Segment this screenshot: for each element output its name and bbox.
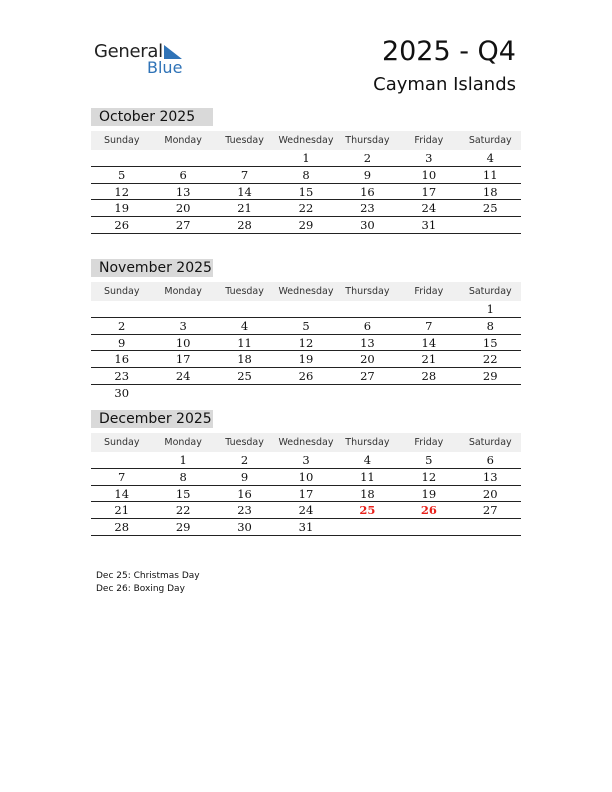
day-cell: 14: [421, 335, 437, 350]
weekday-header: Wednesday: [278, 135, 334, 146]
day-cell: 28: [237, 218, 252, 233]
day-cell: 6: [179, 167, 187, 182]
day-cell: 2: [240, 453, 249, 467]
day-cell: 11: [360, 469, 375, 484]
day-cell: 27: [360, 369, 375, 384]
day-cell: 16: [114, 352, 130, 367]
day-cell: 9: [240, 469, 249, 484]
day-cell: 23: [360, 201, 375, 216]
day-cell: [214, 301, 275, 317]
weekday-header-row: [91, 433, 521, 452]
month-block: [91, 108, 521, 234]
week-row: [91, 301, 521, 318]
day-cell: 26: [420, 503, 437, 518]
day-cell: 8: [302, 167, 310, 182]
week-row: [91, 486, 521, 503]
day-cell: 9: [363, 167, 372, 182]
weekday-header: Monday: [164, 286, 202, 297]
week-row: [91, 452, 521, 469]
day-cell: 11: [482, 167, 498, 182]
page-title: 2025 - Q4: [381, 36, 516, 67]
day-cell: 19: [298, 352, 314, 367]
day-cell: [91, 301, 152, 317]
weekday-header: Monday: [164, 437, 202, 448]
day-cell: 5: [425, 453, 433, 467]
weekday-header: Friday: [414, 437, 444, 448]
day-cell: 15: [175, 486, 191, 501]
weekday-header: Friday: [414, 135, 444, 146]
week-row: [91, 318, 521, 335]
month-block: [91, 259, 521, 402]
day-cell: 6: [363, 318, 372, 333]
weekday-header: Thursday: [345, 286, 390, 297]
day-cell: [91, 452, 152, 468]
day-cell: 19: [421, 486, 437, 501]
day-cell: 4: [363, 453, 372, 467]
day-cell: [275, 301, 336, 317]
day-cell: [214, 385, 275, 402]
day-cell: 20: [175, 201, 191, 216]
day-cell: 21: [114, 503, 130, 518]
weekday-header: Friday: [414, 286, 444, 297]
day-cell: [337, 301, 398, 317]
day-cell: 16: [237, 486, 252, 501]
logo-general-text: General: [94, 41, 163, 62]
weekday-header: Saturday: [468, 135, 512, 146]
day-cell: 30: [237, 520, 252, 535]
week-row: [91, 200, 521, 217]
weekday-header: Sunday: [103, 135, 140, 146]
weekday-header-row: [91, 131, 521, 150]
day-cell: 5: [302, 318, 310, 333]
week-row: [91, 469, 521, 486]
day-cell: 20: [482, 486, 498, 501]
week-row: [91, 351, 521, 368]
country-name: Cayman Islands: [373, 74, 516, 95]
day-cell: [275, 385, 336, 402]
day-cell: 14: [114, 486, 130, 501]
day-cell: 10: [421, 167, 437, 182]
day-cell: 30: [360, 218, 375, 233]
day-cell: [398, 301, 459, 317]
day-cell: [460, 217, 521, 233]
day-cell: 21: [237, 201, 252, 216]
day-cell: 2: [118, 318, 126, 333]
day-cell: 11: [237, 335, 252, 350]
day-cell: 21: [421, 352, 437, 367]
day-cell: 25: [237, 369, 252, 384]
week-row: [91, 519, 521, 536]
day-cell: 28: [421, 369, 437, 384]
week-row: [91, 502, 521, 519]
day-cell: 9: [118, 335, 126, 350]
day-cell: 31: [421, 218, 437, 233]
day-cell: 18: [482, 184, 498, 199]
weekday-header: Tuesday: [225, 286, 264, 297]
day-cell: 22: [175, 503, 191, 518]
day-cell: 27: [482, 503, 498, 518]
day-cell: 1: [179, 453, 187, 467]
day-cell: 23: [237, 503, 252, 518]
day-cell: 24: [421, 201, 437, 216]
weekday-header: Sunday: [103, 286, 140, 297]
day-cell: 30: [114, 385, 130, 400]
day-cell: 20: [360, 352, 375, 367]
day-cell: 8: [179, 469, 187, 484]
day-cell: 15: [482, 335, 498, 350]
day-cell: 13: [482, 469, 498, 484]
day-cell: 26: [298, 369, 314, 384]
weekday-header: Saturday: [468, 286, 512, 297]
week-row: [91, 167, 521, 184]
day-cell: 26: [114, 218, 130, 233]
day-cell: 17: [298, 486, 314, 501]
day-cell: 24: [175, 369, 191, 384]
day-cell: [152, 150, 213, 166]
day-cell: [398, 385, 459, 402]
day-cell: 14: [237, 184, 252, 199]
day-cell: [337, 385, 398, 402]
day-cell: 29: [482, 369, 498, 384]
day-cell: 8: [486, 318, 494, 333]
day-cell: [152, 301, 213, 317]
week-row: [91, 368, 521, 385]
day-cell: 27: [175, 218, 191, 233]
day-cell: 16: [360, 184, 375, 199]
week-row: [91, 385, 521, 402]
month-label: November 2025: [91, 259, 213, 277]
holiday-notes: [96, 570, 200, 596]
day-cell: 18: [360, 486, 375, 501]
day-cell: 3: [179, 318, 187, 333]
day-cell: 12: [298, 335, 314, 350]
day-cell: 7: [425, 318, 433, 333]
day-cell: 6: [486, 453, 494, 467]
day-cell: [460, 385, 521, 402]
day-cell: 23: [114, 369, 130, 384]
day-cell: 28: [114, 520, 130, 535]
month-label: October 2025: [91, 108, 213, 126]
day-cell: 25: [482, 201, 498, 216]
logo-blue-text: Blue: [147, 58, 183, 77]
day-cell: 4: [240, 318, 249, 333]
day-cell: 15: [298, 184, 314, 199]
week-row: [91, 335, 521, 352]
holiday-note: Dec 25: Christmas Day: [96, 571, 200, 581]
day-cell: 24: [298, 503, 314, 518]
day-cell: 17: [175, 352, 191, 367]
day-cell: 19: [114, 201, 130, 216]
day-cell: 12: [114, 184, 130, 199]
day-cell: 22: [482, 352, 498, 367]
day-cell: 22: [298, 201, 314, 216]
day-cell: 4: [486, 151, 494, 165]
day-cell: 17: [421, 184, 437, 199]
day-cell: 7: [240, 167, 249, 182]
day-cell: [398, 519, 459, 535]
day-cell: [337, 519, 398, 535]
day-cell: 13: [175, 184, 191, 199]
day-cell: [214, 150, 275, 166]
day-cell: 3: [302, 453, 310, 467]
day-cell: 10: [175, 335, 191, 350]
day-cell: 1: [302, 151, 310, 165]
day-cell: 3: [425, 151, 433, 165]
month-label: December 2025: [91, 410, 213, 428]
weekday-header: Wednesday: [278, 286, 334, 297]
weekday-header: Wednesday: [278, 437, 334, 448]
weekday-header: Thursday: [345, 135, 390, 146]
day-cell: 31: [298, 520, 314, 535]
weekday-header-row: [91, 282, 521, 301]
logo: [94, 40, 194, 80]
day-cell: 1: [486, 302, 494, 316]
day-cell: 29: [298, 218, 314, 233]
day-cell: 12: [421, 469, 437, 484]
weekday-header: Thursday: [345, 437, 390, 448]
week-row: [91, 150, 521, 167]
day-cell: 2: [363, 151, 372, 165]
weekday-header: Monday: [164, 135, 202, 146]
day-cell: [91, 150, 152, 166]
day-cell: [152, 385, 213, 402]
month-block: [91, 410, 521, 536]
week-row: [91, 217, 521, 234]
day-cell: 18: [237, 352, 252, 367]
day-cell: 10: [298, 469, 314, 484]
day-cell: 13: [360, 335, 375, 350]
weekday-header: Tuesday: [225, 135, 264, 146]
weekday-header: Sunday: [103, 437, 140, 448]
weekday-header: Saturday: [468, 437, 512, 448]
day-cell: 5: [118, 167, 126, 182]
weekday-header: Tuesday: [225, 437, 264, 448]
day-cell: [460, 519, 521, 535]
holiday-note: Dec 26: Boxing Day: [96, 584, 185, 594]
day-cell: 7: [118, 469, 126, 484]
week-row: [91, 184, 521, 201]
day-cell: 29: [175, 520, 191, 535]
day-cell: 25: [359, 503, 376, 518]
